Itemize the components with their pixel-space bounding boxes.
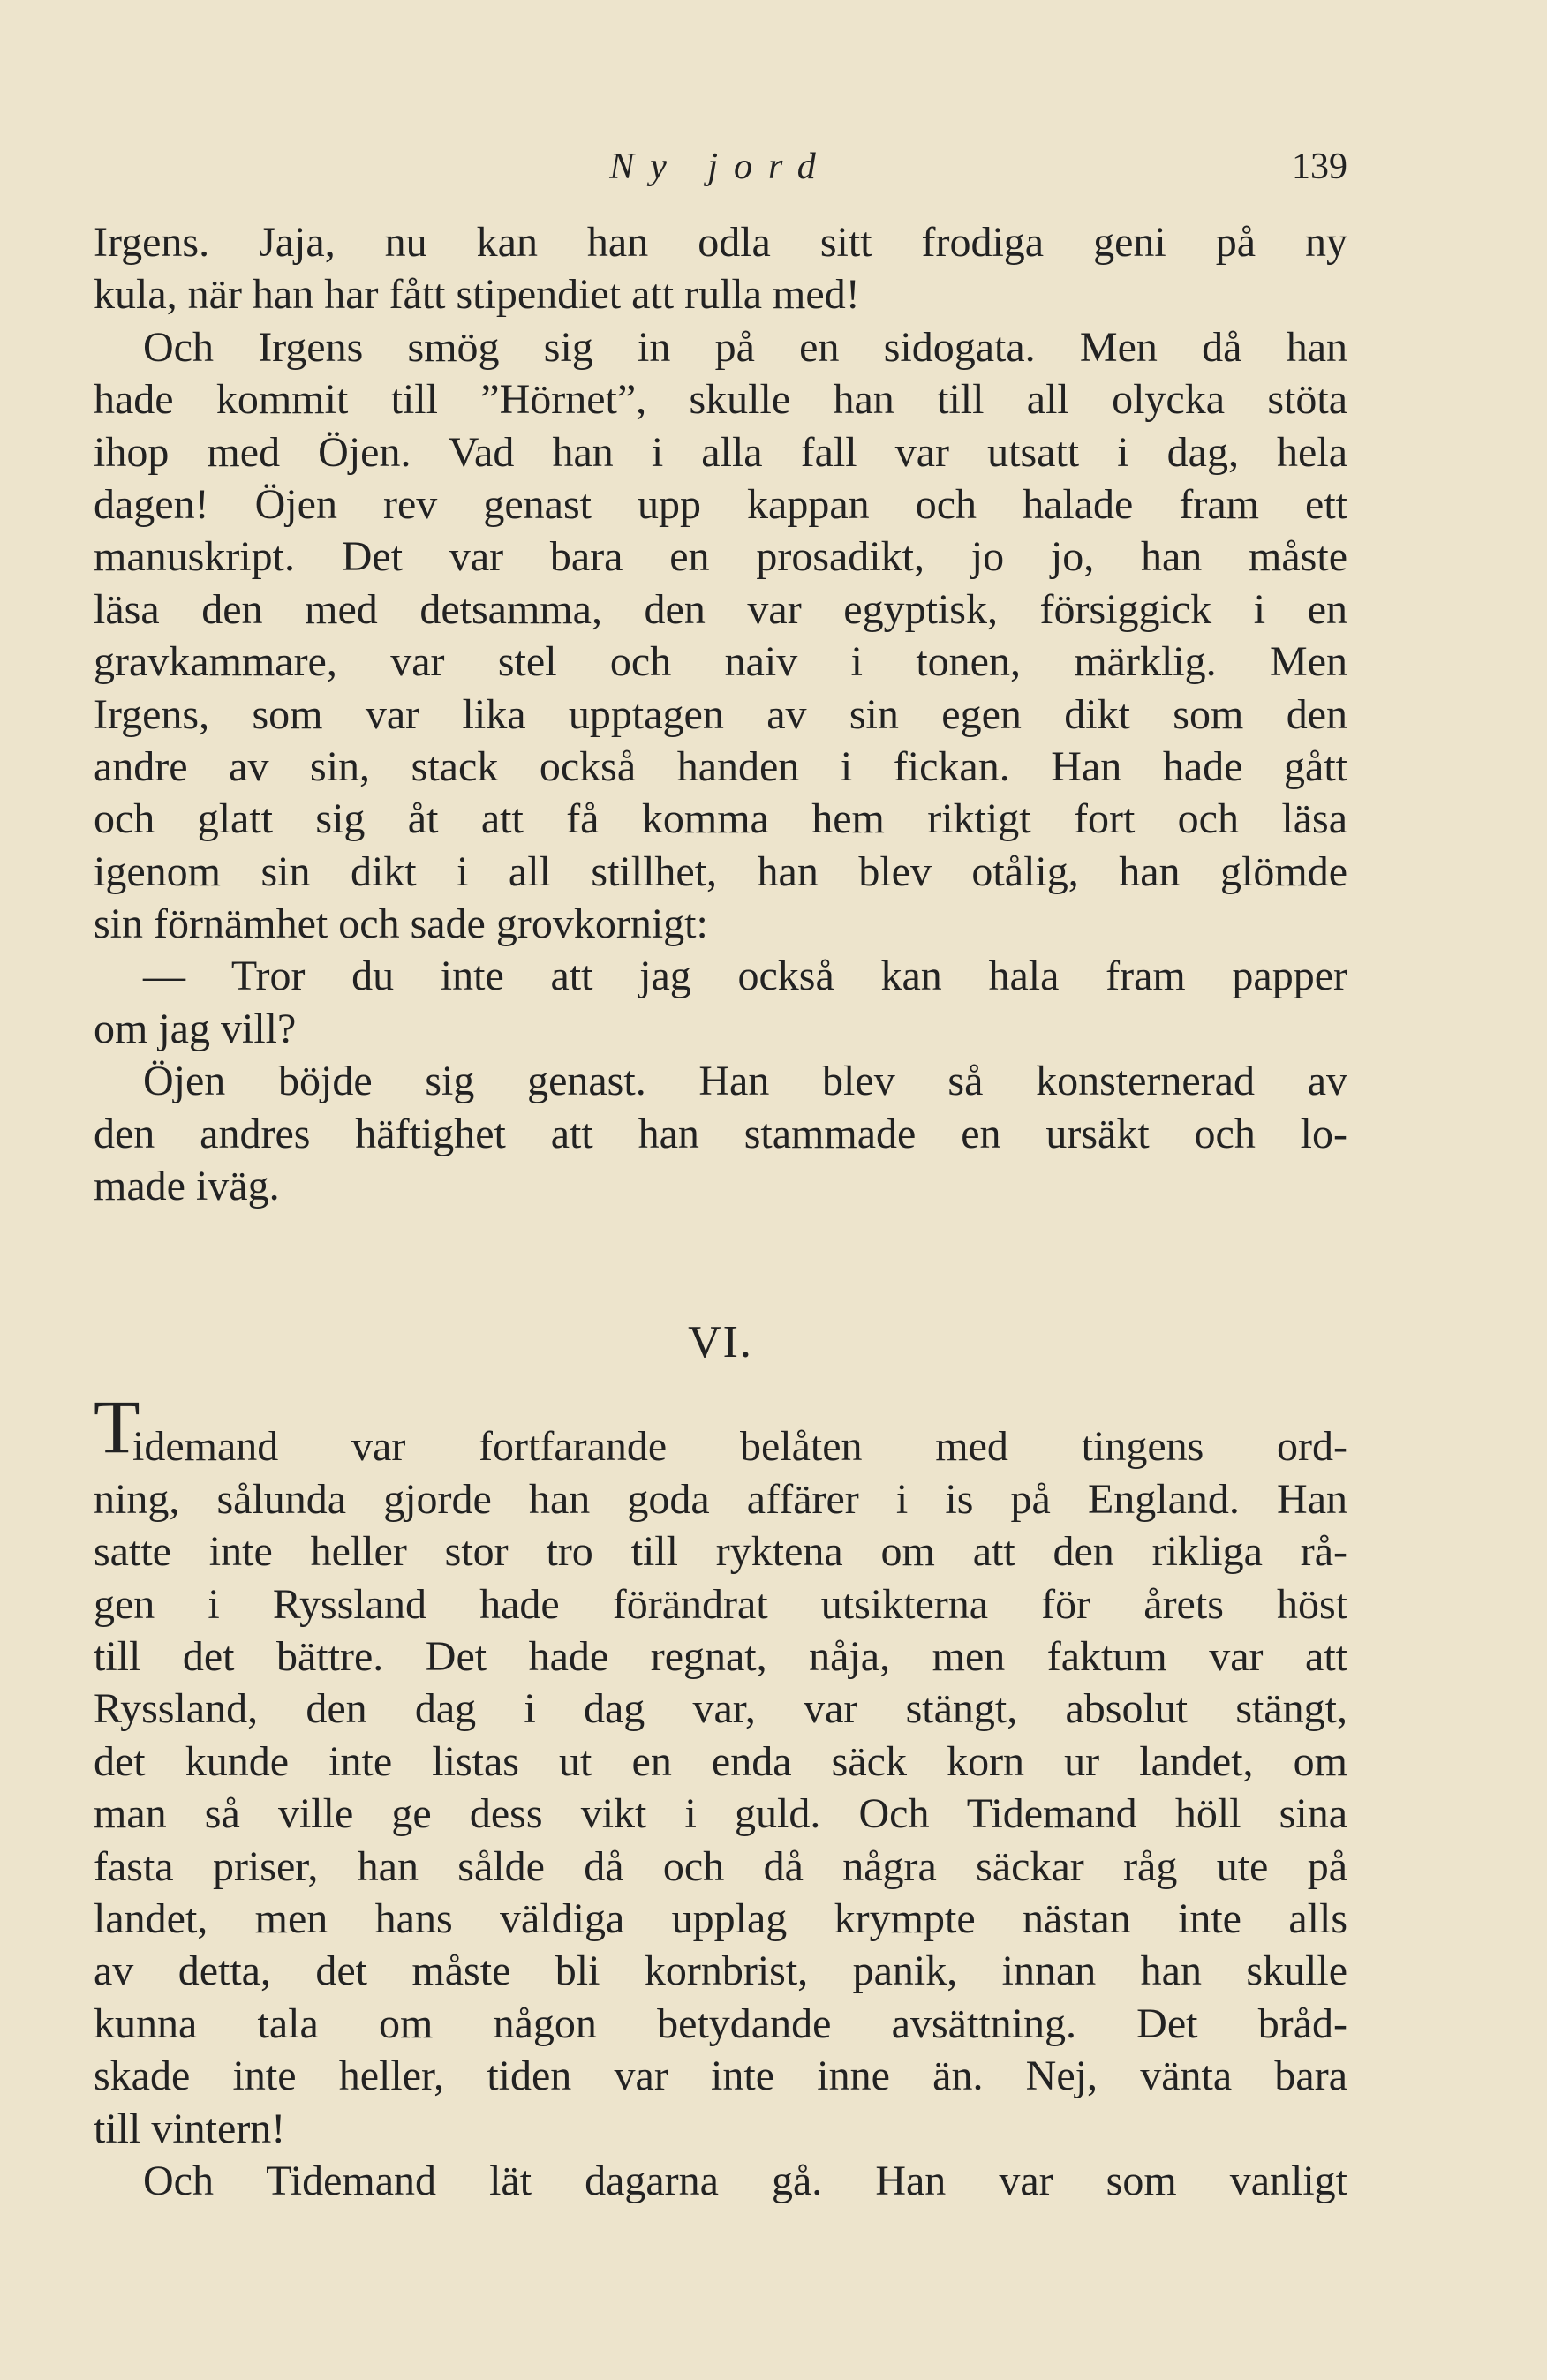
- text-line: manuskript. Det var bara en prosadikt, jo jo, han måste: [94, 533, 1347, 581]
- text-line: gravkammare, var stel och naiv i tonen, märklig. Men: [94, 638, 1347, 686]
- text-line: av detta, det måste bli kornbrist, panik, innan han skulle: [94, 1947, 1347, 1995]
- text-line: Irgens. Jaja, nu kan han odla sitt frodiga geni på ny: [94, 219, 1347, 266]
- page-number: 139: [1292, 147, 1347, 187]
- text-line: dagen! Öjen rev genast upp kappan och halade fram ett: [94, 480, 1347, 528]
- text-line: det kunde inte listas ut en enda säck korn ur landet, om: [94, 1737, 1347, 1785]
- text-line: ihop med Öjen. Vad han i alla fall var utsatt i dag, hela: [94, 428, 1347, 476]
- chapter-body: [94, 1384, 1347, 2207]
- text-line: hade kommit till ”Hörnet”, skulle han till all olycka stöta: [94, 376, 1347, 424]
- text-line: till vintern!: [94, 2105, 286, 2152]
- text-line: man så ville ge dess vikt i guld. Och Tidemand höll sina: [94, 1790, 1347, 1838]
- text-line: sin förnämhet och sade grovkornigt:: [94, 900, 708, 948]
- text-line: om jag vill?: [94, 1005, 297, 1052]
- text-line: läsa den med detsamma, den var egyptisk, försiggick i en: [94, 585, 1347, 633]
- text-line: andre av sin, stack också handen i fickan. Han hade gått: [94, 742, 1347, 790]
- text-line: den andres häftighet att han stammade en ursäkt och lo-: [94, 1110, 1347, 1157]
- text-line: Ryssland, den dag i dag var, var stängt, absolut stängt,: [94, 1685, 1347, 1733]
- text-line: satte inte heller stor tro till ryktena om att den rikliga rå-: [94, 1528, 1347, 1576]
- text-line: gen i Ryssland hade förändrat utsikterna för årets höst: [94, 1580, 1347, 1628]
- body-text: [94, 216, 1347, 2207]
- text-line: Irgens, som var lika upptagen av sin egen dikt som den: [94, 690, 1347, 738]
- text-line: ning, sålunda gjorde han goda affärer i is på England. Han: [94, 1475, 1347, 1523]
- text-line: — Tror du inte att jag också kan hala fram papper: [143, 953, 1347, 1000]
- page-header: [94, 146, 1347, 199]
- text-line: kunna tala om någon betydande avsättning. Det bråd-: [94, 2000, 1347, 2047]
- chapter-heading: VI.: [688, 1317, 753, 1368]
- text-line: Och Irgens smög sig in på en sidogata. Men då han: [143, 323, 1347, 371]
- text-line: kula, när han har fått stipendiet att rulla med!: [94, 271, 860, 319]
- text-line: landet, men hans väldiga upplag krympte nästan inte alls: [94, 1894, 1347, 1942]
- text-line: Öjen böjde sig genast. Han blev så konsternerad av: [143, 1058, 1347, 1105]
- text-line: Och Tidemand lät dagarna gå. Han var som vanligt: [143, 2157, 1347, 2204]
- text-line: skade inte heller, tiden var inte inne än. Nej, vänta bara: [94, 2052, 1347, 2100]
- text-line: fasta priser, han sålde då och då några säckar råg ute på: [94, 1842, 1347, 1890]
- running-head: Ny jord: [609, 147, 832, 187]
- drop-cap: T: [94, 1384, 140, 1470]
- text-line: och glatt sig åt att få komma hem riktigt fort och läsa: [94, 795, 1347, 843]
- text-line: idemand var fortfarande belåten med tingens ord-: [132, 1423, 1347, 1471]
- text-line: made iväg.: [94, 1163, 280, 1210]
- text-line: igenom sin dikt i all stillhet, han blev otålig, han glömde: [94, 847, 1347, 895]
- text-line: till det bättre. Det hade regnat, nåja, men faktum var att: [94, 1632, 1347, 1680]
